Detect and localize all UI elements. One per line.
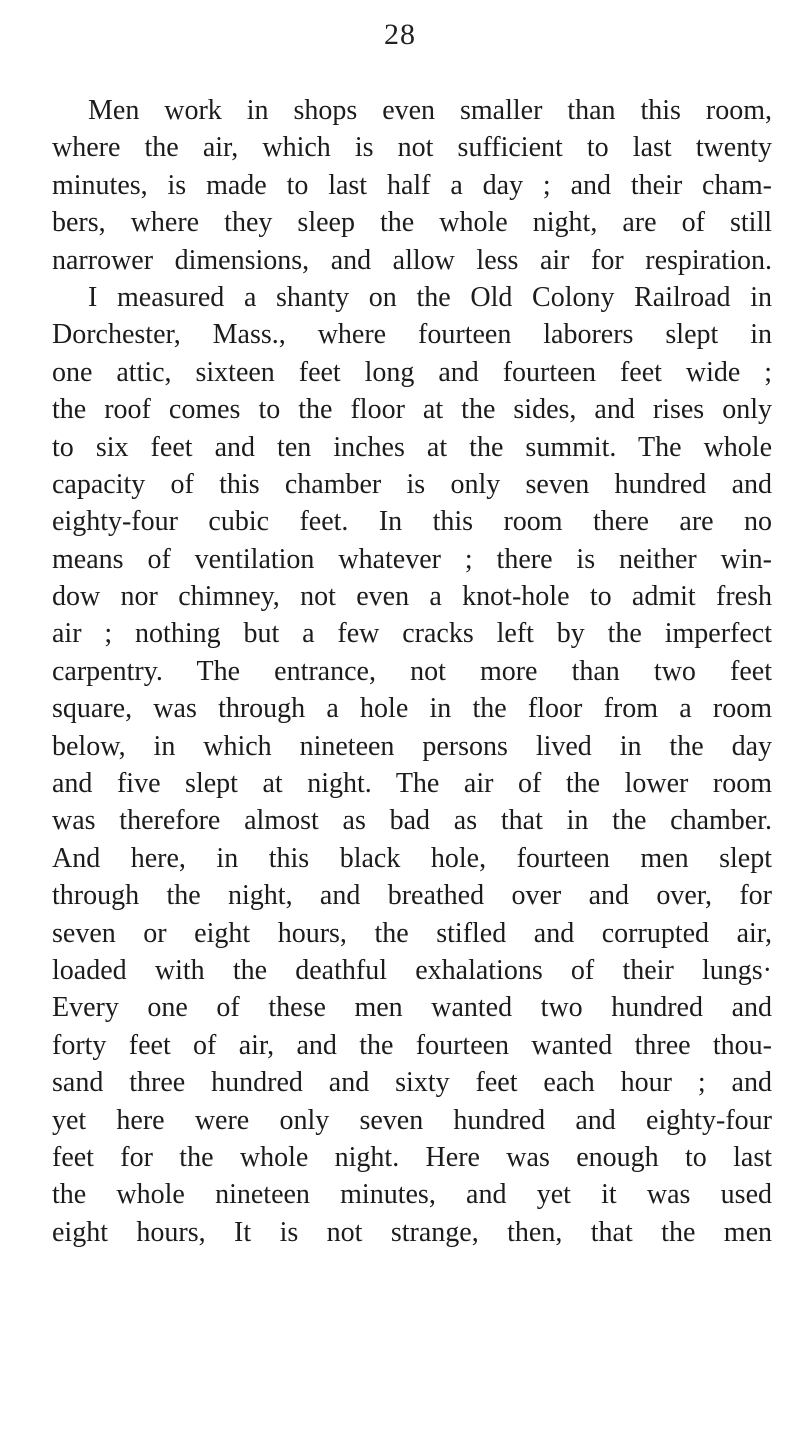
- text-line: means of ventilation whatever ; there is neither win-: [52, 543, 772, 575]
- text-line: eight hours, It is not strange, then, that the men: [52, 1216, 772, 1248]
- text-line: dow nor chimney, not even a knot-hole to admit fresh: [52, 581, 772, 613]
- text-line: air ; nothing but a few cracks left by the imperfect: [52, 618, 772, 650]
- text-line: seven or eight hours, the stifled and corrupted air,: [52, 917, 772, 949]
- text-line: Every one of these men wanted two hundred and: [52, 992, 772, 1024]
- text-line: loaded with the deathful exhalations of their lungs·: [52, 954, 772, 986]
- text-line: Men work in shops even smaller than this room,: [88, 95, 772, 126]
- text-line: feet for the whole night. Here was enough to last: [52, 1141, 772, 1173]
- text-line: yet here were only seven hundred and eighty-four: [52, 1104, 772, 1136]
- text-line: eighty-four cubic feet. In this room there are no: [52, 506, 772, 538]
- text-line: I measured a shanty on the Old Colony Railroad in: [88, 281, 772, 313]
- text-line: was therefore almost as bad as that in the chamber.: [52, 805, 772, 837]
- text-line: where the air, which is not sufficient to last twenty: [52, 132, 772, 164]
- text-line: bers, where they sleep the whole night, are of still: [52, 207, 772, 239]
- text-line: And here, in this black hole, fourteen men slept: [52, 842, 772, 874]
- page-number: 28: [384, 18, 416, 51]
- text-line: square, was through a hole in the floor from a room: [52, 693, 772, 725]
- text-line: to six feet and ten inches at the summit. The whole: [52, 431, 772, 463]
- text-line: the roof comes to the floor at the sides, and rises only: [52, 394, 772, 426]
- text-line: sand three hundred and sixty feet each hour ; and: [52, 1067, 772, 1099]
- text-line: carpentry. The entrance, not more than two feet: [52, 655, 772, 687]
- text-line: through the night, and breathed over and over, for: [52, 880, 772, 912]
- text-line: one attic, sixteen feet long and fourteen feet wide ;: [52, 356, 772, 388]
- text-line: narrower dimensions, and allow less air for respiration.: [52, 244, 772, 276]
- text-line: forty feet of air, and the fourteen wanted three thou-: [52, 1029, 772, 1061]
- body-text: [52, 92, 772, 1251]
- text-line: and five slept at night. The air of the lower room: [52, 768, 772, 800]
- text-line: Dorchester, Mass., where fourteen laborers slept in: [52, 319, 772, 351]
- text-line: the whole nineteen minutes, and yet it was used: [52, 1179, 772, 1211]
- text-line: capacity of this chamber is only seven hundred and: [52, 468, 772, 500]
- text-line: below, in which nineteen persons lived in the day: [52, 730, 772, 762]
- text-line: minutes, is made to last half a day ; and their cham-: [52, 169, 772, 201]
